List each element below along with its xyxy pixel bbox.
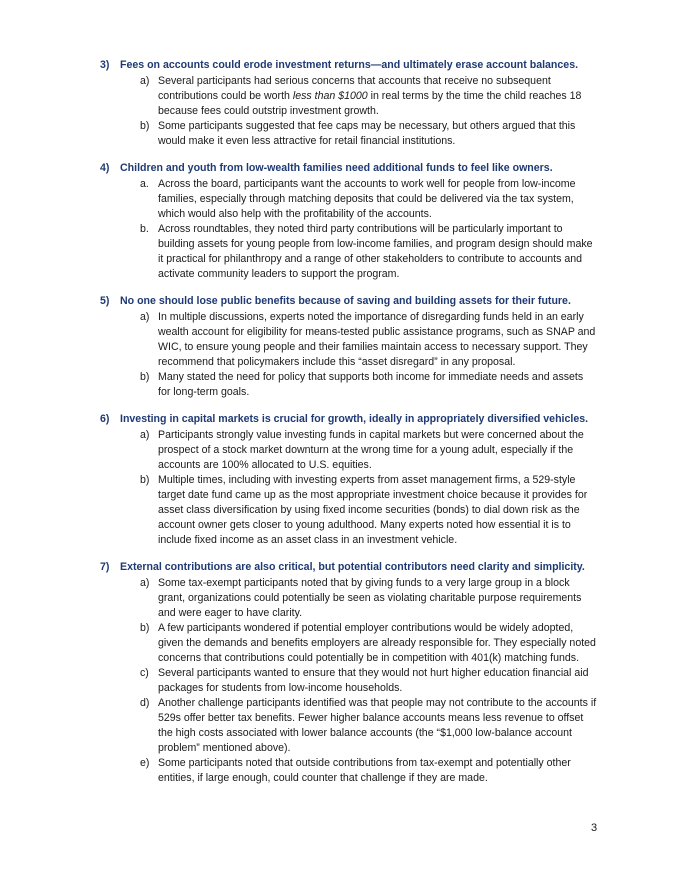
list-item — [100, 177, 600, 222]
list-item — [100, 666, 600, 696]
emphasis-text: less than $1000 — [292, 90, 368, 102]
section-title: Investing in capital markets is crucial for growth, ideally in appropriately diversified vehicles. — [120, 413, 589, 425]
section-heading — [100, 161, 600, 175]
section-3 — [100, 58, 600, 149]
item-text: Participants strongly value investing funds in capital markets but were concerned about the prospect of a stock market downturn at the wrong time for a young adult, especially if the accounts are 100% allocated to U.S. equities. — [158, 429, 584, 471]
list-item — [100, 119, 600, 149]
section-title: External contributions are also critical, but potential contributors need clarity and simplicity. — [120, 561, 585, 573]
list-item — [100, 696, 600, 756]
section-number: 3) — [100, 59, 110, 71]
item-text: Multiple times, including with investing experts from asset management firms, a 529-style target date fund came up as the most appropriate investment choice because it provides for asset class diversification by using fixed income securities (bonds) to dial down risk as the account owner gets closer to young adulthood. Many experts noted how essential it is to include fixed income as an asset class in an investment vehicle. — [158, 474, 588, 546]
section-number: 7) — [100, 561, 110, 573]
item-text: Some participants suggested that fee caps may be necessary, but others argued that this would make it even less attractive for retail financial institutions. — [158, 120, 576, 147]
item-text: Many stated the need for policy that supports both income for immediate needs and assets for long-term goals. — [158, 371, 584, 398]
list-item — [100, 310, 600, 370]
item-text: A few participants wondered if potential employer contributions would be widely adopted, given the demands and benefits employers are already responsible for. They especially noted concerns that contributions could potentially be in competition with 401(k) matching funds. — [158, 622, 596, 664]
item-marker: a) — [140, 577, 150, 589]
item-marker: b. — [140, 223, 149, 235]
item-marker: c) — [140, 667, 149, 679]
item-marker: b) — [140, 120, 150, 132]
section-5 — [100, 294, 600, 400]
item-marker: a) — [140, 311, 150, 323]
section-6 — [100, 412, 600, 548]
item-text: Several participants wanted to ensure that they would not hurt higher education financial aid packages for students from low-income households. — [158, 667, 589, 694]
section-number: 5) — [100, 295, 110, 307]
item-marker: a) — [140, 429, 150, 441]
list-item — [100, 222, 600, 282]
section-heading — [100, 294, 600, 308]
item-marker: a. — [140, 178, 149, 190]
item-text: Some tax-exempt participants noted that by giving funds to a very large group in a block grant, organizations could potentially be seen as violating charitable purpose requirements and were eager to have clarity. — [158, 577, 582, 619]
item-text: Some participants noted that outside contributions from tax-exempt and potentially other entities, if large enough, could counter that challenge if they are made. — [158, 757, 571, 784]
section-heading — [100, 58, 600, 72]
item-text: Another challenge participants identified was that people may not contribute to the accounts if 529s offer better tax benefits. Fewer higher balance accounts means less revenue to offset the high costs associated with lower balance accounts (the “$1,000 low-balance account problem” mentioned above). — [158, 697, 597, 754]
item-text: Across roundtables, they noted third party contributions will be particularly important to building assets for young people from low-income families, and program design should make it practical for philanthropy and a range of other stakeholders to contribute to accounts and activate community leaders to support the program. — [158, 223, 593, 280]
item-marker: b) — [140, 474, 150, 486]
list-item — [100, 621, 600, 666]
list-item — [100, 370, 600, 400]
section-title: Children and youth from low-wealth families need additional funds to feel like owners. — [120, 162, 553, 174]
page-number: 3 — [591, 822, 598, 834]
item-marker: d) — [140, 697, 150, 709]
list-item — [100, 756, 600, 786]
item-marker: e) — [140, 757, 150, 769]
section-title: Fees on accounts could erode investment returns—and ultimately erase account balances. — [120, 59, 579, 71]
section-number: 6) — [100, 413, 110, 425]
item-marker: a) — [140, 75, 150, 87]
list-item — [100, 473, 600, 548]
list-item — [100, 74, 600, 119]
section-heading — [100, 560, 600, 574]
list-item — [100, 576, 600, 621]
item-marker: b) — [140, 622, 150, 634]
section-number: 4) — [100, 162, 110, 174]
section-7 — [100, 560, 600, 786]
item-text: Across the board, participants want the accounts to work well for people from low-income families, especially through matching deposits that could be delivered via the tax system, which would also help with the profitability of the accounts. — [158, 178, 576, 220]
section-heading — [100, 412, 600, 426]
list-item — [100, 428, 600, 473]
item-text: Several participants had serious concerns that accounts that receive no subsequent contributions could be worth less than $1000 in real terms by the time the child reaches 18 because fees could outstrip investment growth. — [158, 75, 582, 117]
item-marker: b) — [140, 371, 150, 383]
section-4 — [100, 161, 600, 282]
item-text: In multiple discussions, experts noted the importance of disregarding funds held in an early wealth account for eligibility for means-tested public assistance programs, such as SNAP and WIC, to ensure young people and their families maintain access to necessary support. They recommend that policymakers include this “asset disregard” in any proposal. — [158, 311, 596, 368]
section-title: No one should lose public benefits because of saving and building assets for their future. — [120, 295, 571, 307]
findings-list — [100, 58, 600, 798]
